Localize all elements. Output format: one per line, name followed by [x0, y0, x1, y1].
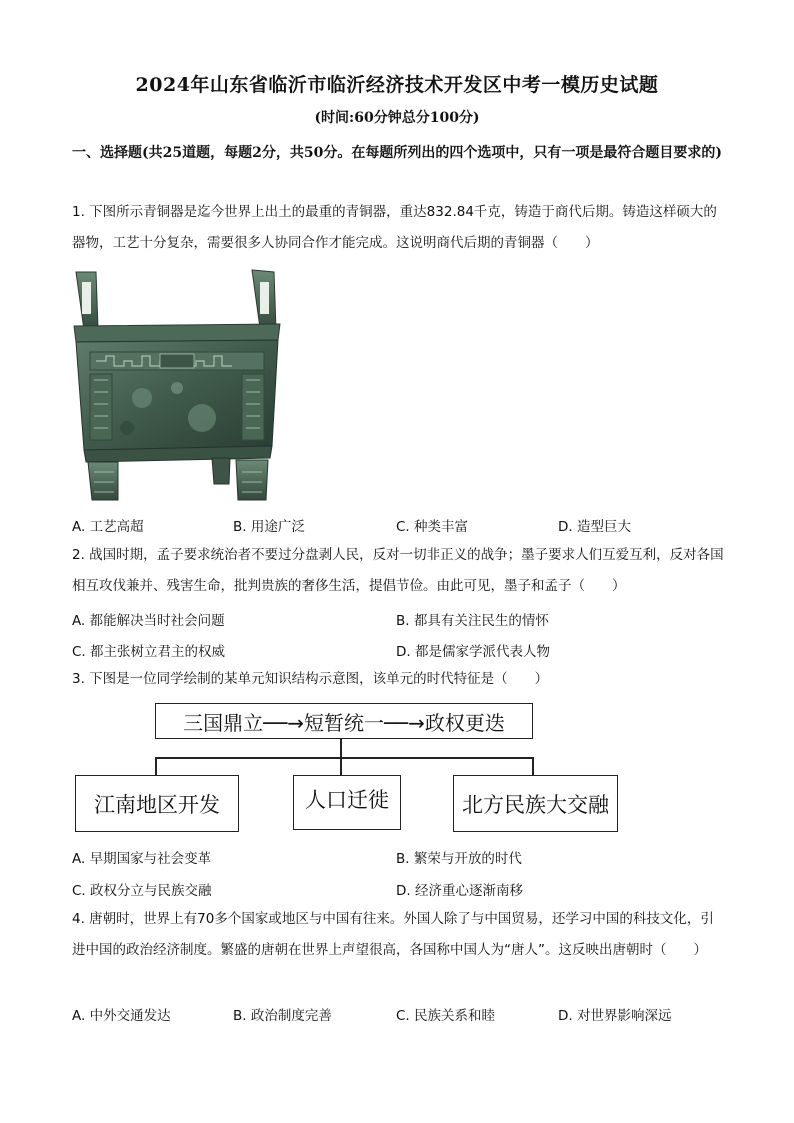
diagram-connector	[340, 757, 342, 775]
page-title: 2024年山东省临沂市临沂经济技术开发区中考一模历史试题	[135, 74, 659, 96]
q4-option-d[interactable]: D. 对世界影响深远	[558, 1008, 672, 1024]
diagram-box-jiangnan: 江南地区开发	[75, 775, 239, 832]
bronze-ding-image	[72, 268, 282, 504]
q2-option-a[interactable]: A. 都能解决当时社会问题	[72, 613, 225, 629]
diagram-connector	[532, 757, 534, 775]
question-4-text: 4. 唐朝时，世界上有70多个国家或地区与中国有往来。外国人除了与中国贸易，还学习中国的科技文化，引进中国的政治经济制度。繁盛的唐朝在世界上声望很高，各国称中国人为“唐人”。这反映出唐朝时（ ）	[72, 911, 714, 958]
section-heading: 一、选择题(共25道题，每题2分，共50分。在每题所列出的四个选项中，只有一项是最符合题目要求的)	[72, 145, 722, 161]
question-2-text: 2. 战国时期，孟子要求统治者不要过分盘剥人民，反对一切非正义的战争；墨子要求人们互爱互利，反对各国相互攻伐兼并、残害生命，批判贵族的奢侈生活，提倡节俭。由此可见，墨子和孟子（ ）	[72, 547, 724, 594]
diagram-box-migration: 人口迁徙	[293, 775, 401, 830]
diagram-connector	[340, 738, 342, 758]
q4-option-a[interactable]: A. 中外交通发达	[72, 1008, 171, 1024]
q2-option-b[interactable]: B. 都具有关注民生的情怀	[396, 613, 549, 629]
q1-option-d[interactable]: D. 造型巨大	[558, 519, 631, 535]
q1-option-c[interactable]: C. 种类丰富	[396, 519, 469, 535]
q4-option-b[interactable]: B. 政治制度完善	[233, 1008, 332, 1024]
q4-option-c[interactable]: C. 民族关系和睦	[396, 1008, 496, 1024]
q2-option-d[interactable]: D. 都是儒家学派代表人物	[396, 644, 550, 660]
diagram-connector	[155, 757, 157, 775]
q2-option-c[interactable]: C. 都主张树立君主的权威	[72, 644, 226, 660]
diagram-top-box: 三国鼎立──→短暂统一──→政权更迭	[155, 703, 533, 739]
q3-option-b[interactable]: B. 繁荣与开放的时代	[396, 851, 522, 867]
exam-info: (时间:60分钟总分100分)	[314, 110, 480, 126]
bronze-ding-illustration	[72, 268, 282, 504]
diagram-connector	[155, 757, 533, 759]
diagram-box-fusion: 北方民族大交融	[453, 775, 618, 832]
q1-option-a[interactable]: A. 工艺高超	[72, 519, 144, 535]
question-1-text: 1. 下图所示青铜器是迄今世界上出土的最重的青铜器，重达832.84千克，铸造于商代后期。铸造这样硕大的器物，工艺十分复杂，需要很多人协同合作才能完成。这说明商代后期的青铜器（ ）	[72, 204, 717, 251]
question-3-text: 3. 下图是一位同学绘制的某单元知识结构示意图，该单元的时代特征是（ ）	[72, 671, 549, 687]
q1-option-b[interactable]: B. 用途广泛	[233, 519, 305, 535]
q3-option-c[interactable]: C. 政权分立与民族交融	[72, 883, 212, 899]
q3-option-a[interactable]: A. 早期国家与社会变革	[72, 851, 212, 867]
q3-option-d[interactable]: D. 经济重心逐渐南移	[396, 883, 523, 899]
